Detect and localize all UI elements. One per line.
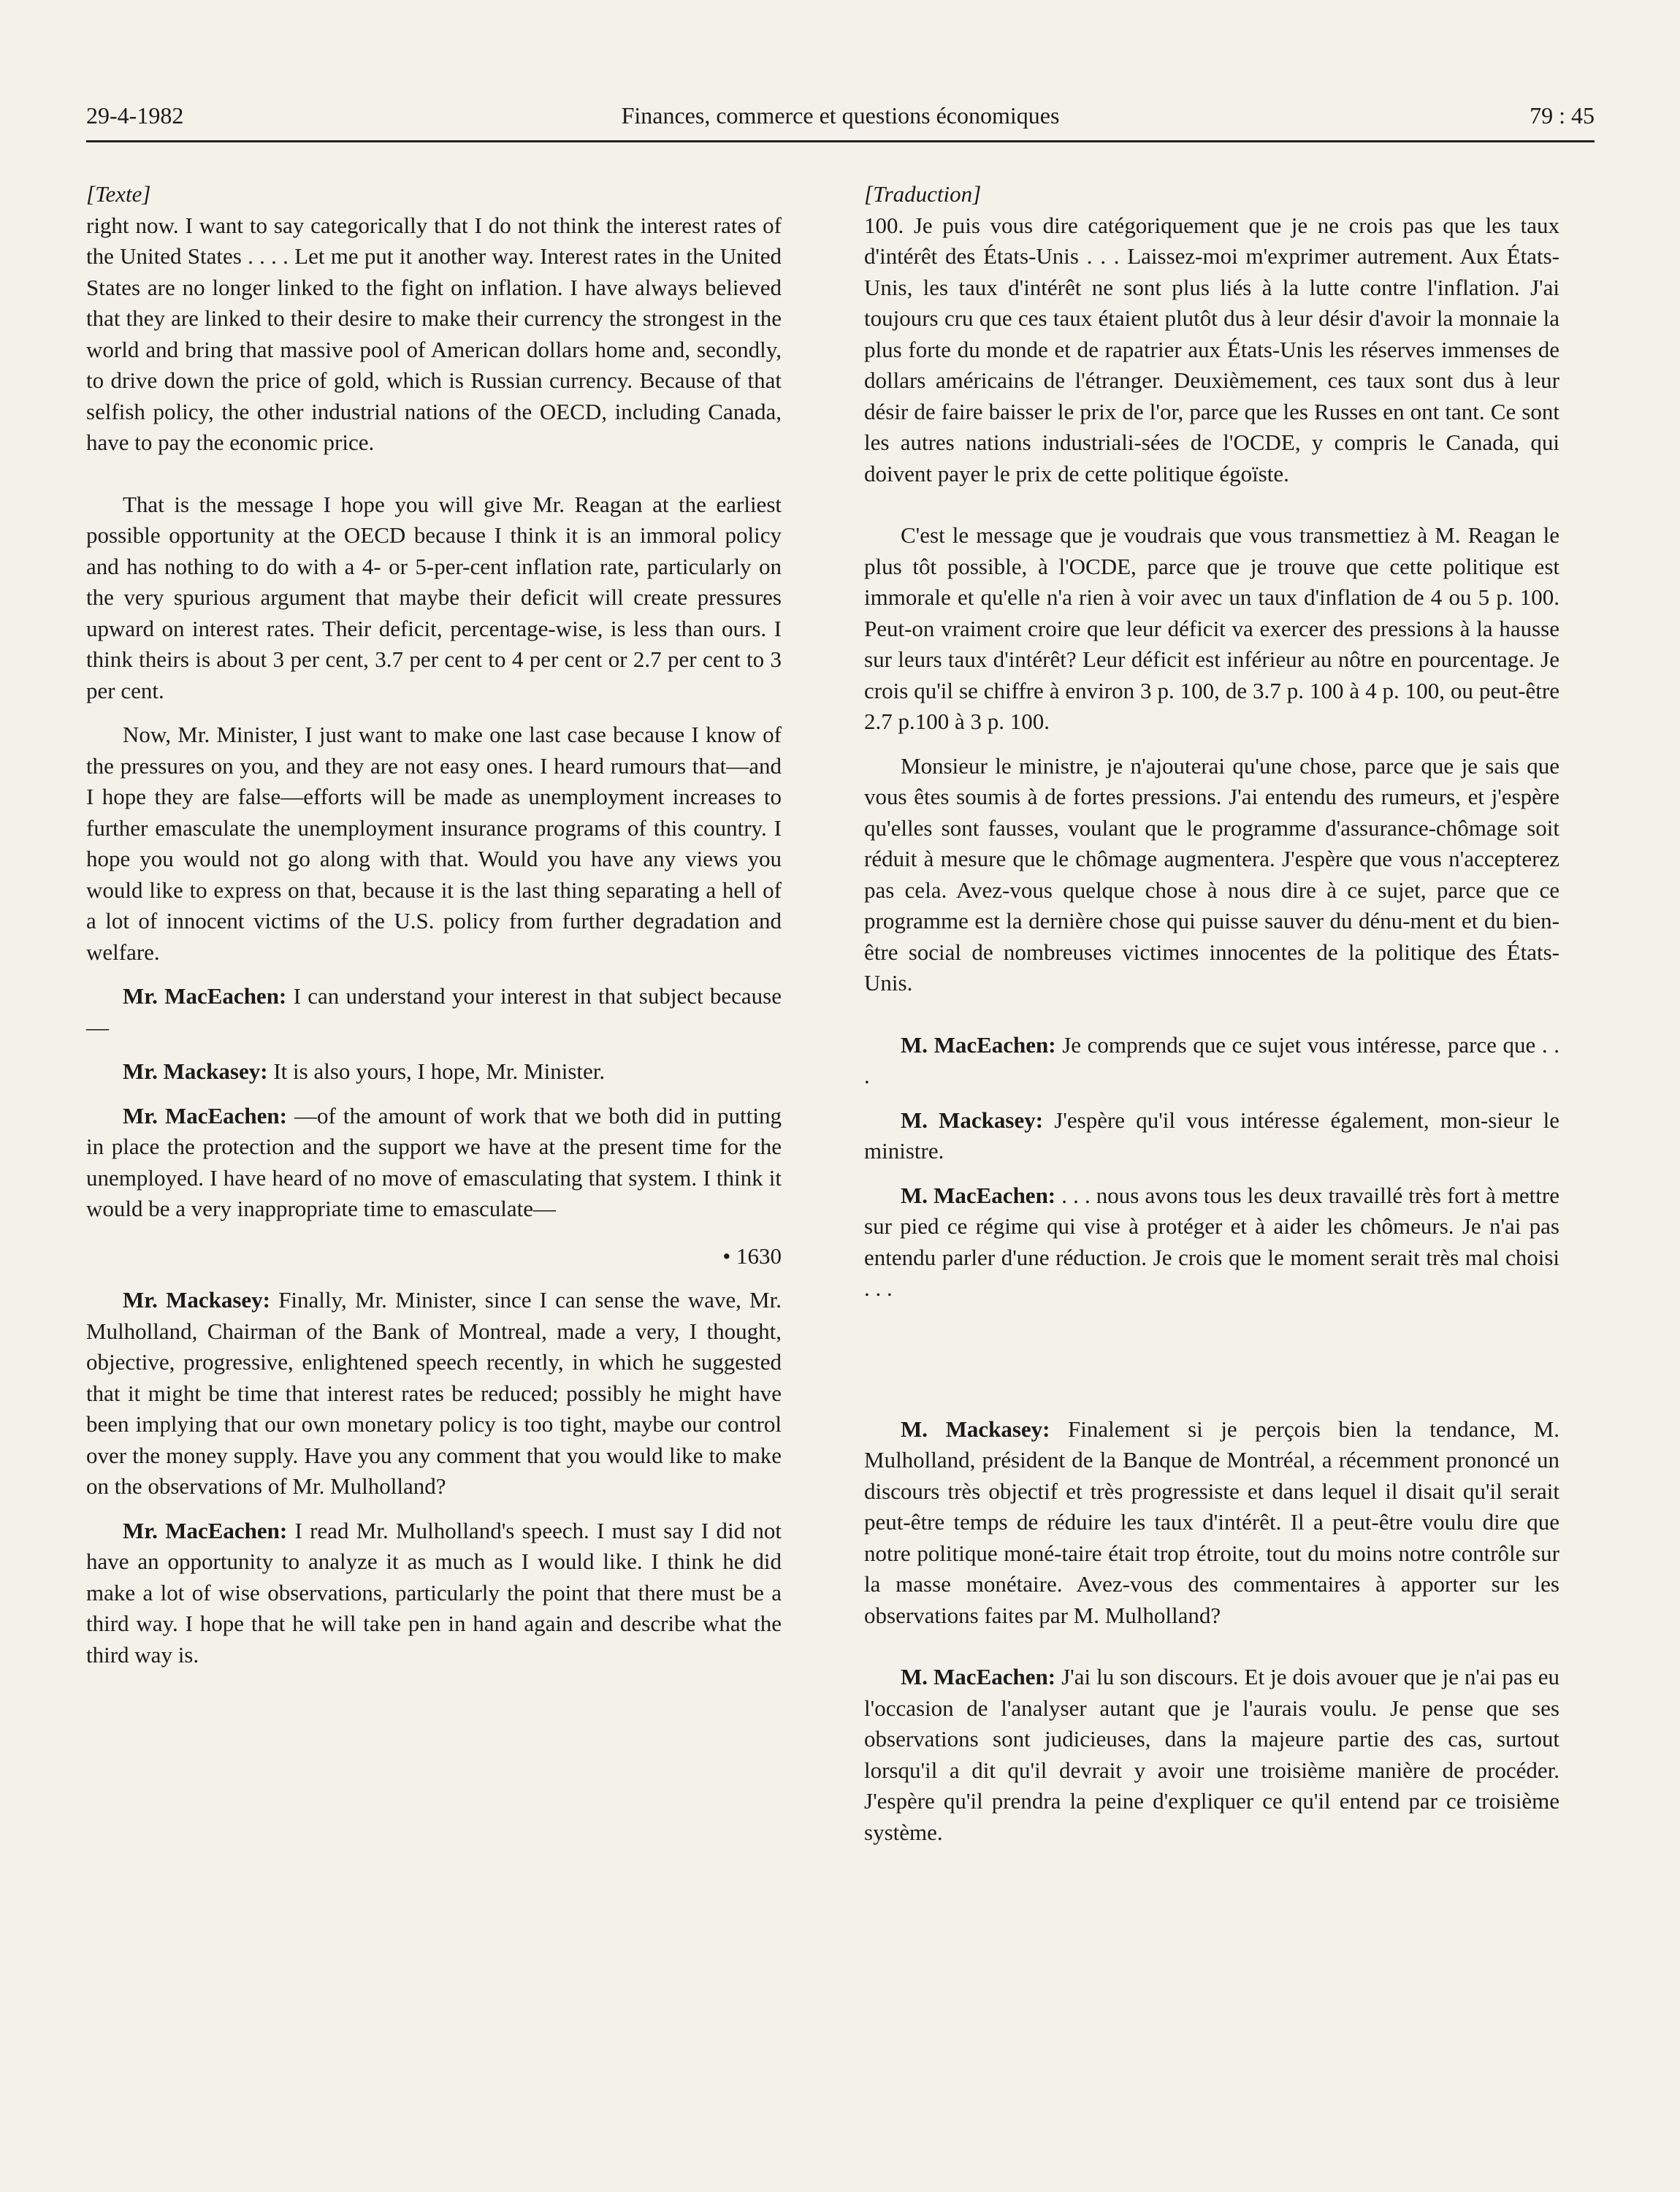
speech-text: —of the amount of work that we both did in putting in place the protection and the support we have at the present time for the unemployed. I have heard of no move of emasculating that system. I think it would be a very inappropriate time to emasculate— <box>86 1102 782 1221</box>
speech-text: I read Mr. Mulholland's speech. I must say I did not have an opportunity to analyze it as much as I would like. I think he did make a lot of wise observations, particularly the point that there must be a third way. I hope that he will take pen in hand again and describe what the third way is. <box>86 1517 782 1668</box>
header-date: 29-4-1982 <box>86 102 184 129</box>
speech <box>86 1101 782 1225</box>
speech <box>86 1056 782 1088</box>
speech-text: J'ai lu son discours. Et je dois avouer que je n'ai pas eu l'occasion de l'analyser autant que je l'aurais voulu. Je pense que ses observations sont judicieuses, dans la majeure partie des cas, surtout lorsqu'il a dit qu'il devrait y avoir une troisième manière de procéder. J'espère qu'il prendra la peine d'expliquer ce qu'il entend par ce troisième système. <box>864 1664 1559 1845</box>
speaker-name: M. Mackasey: <box>901 1107 1044 1133</box>
column-tag: [Texte] <box>86 181 151 207</box>
time-marker: • 1630 <box>722 1242 782 1269</box>
speech <box>864 1105 1559 1167</box>
speech-text: . . . nous avons tous les deux travaillé très fort à mettre sur pied ce régime qui vise à protéger et à aider les chômeurs. Je n'ai pas entendu parler d'une réduction. Je crois que le moment serait très mal choisi . . . <box>864 1182 1559 1301</box>
paragraph: C'est le message que je voudrais que vous transmettiez à M. Reagan le plus tôt possible, à l'OCDE, parce que je trouve que cette politique est immorale et qu'elle n'a rien à voir avec un taux d'inflation de 4 ou 5 p. 100. Peut-on vraiment croire que leur déficit va exercer des pressions à la hausse sur leurs taux d'intérêt? Leur déficit est inférieur au nôtre en pourcentage. Je crois qu'il se chiffre à environ 3 p. 100, de 3.7 p. 100 à 4 p. 100, ou peut-être 2.7 p.100 à 3 p. 100. <box>864 522 1559 734</box>
speech-text: Je comprends que ce sujet vous intéresse, parce que . . . <box>864 1031 1559 1088</box>
speech-text: J'espère qu'il vous intéresse également, mon-sieur le ministre. <box>864 1107 1559 1164</box>
speech <box>86 1516 782 1671</box>
speech-text: I can understand your interest in that subject because— <box>86 983 782 1040</box>
paragraph: 100. Je puis vous dire catégoriquement que je ne crois pas que les taux d'intérêt des États-Unis . . . Laissez-moi m'exprimer autrement. Aux États-Unis, les taux d'intérêt ne sont plus liés à la lutte contre l'inflation. J'ai toujours cru que ces taux étaient plutôt dus à leur désir d'avoir la monnaie la plus forte du monde et de rapatrier aux États-Unis les réserves immenses de dollars américains de l'étranger. Deuxièmement, ces taux sont dus à leur désir de faire baisser le prix de l'or, parce que les Russes en ont tant. Ce sont les autres nations industriali-sées de l'OCDE, y compris le Canada, qui doivent payer le prix de cette politique égoïste. <box>864 212 1559 486</box>
speaker-name: Mr. MacEachen: <box>123 983 287 1009</box>
speech <box>864 1414 1559 1632</box>
speaker-name: Mr. MacEachen: <box>123 1517 288 1543</box>
paragraph: That is the message I hope you will give Mr. Reagan at the earliest possible opportunity at the OECD because I think it is an immoral policy and has nothing to do with a 4- or 5-per-cent inflation rate, particularly on the very spurious argument that maybe their deficit will create pressures upward on interest rates. Their deficit, percentage-wise, is less than ours. I think theirs is about 3 per cent, 3.7 per cent to 4 per cent or 2.7 per cent to 3 per cent. <box>86 491 782 703</box>
speech-text: Finalement si je perçois bien la tendance, M. Mulholland, président de la Banque de Montréal, a récemment prononcé un discours très objectif et très progressiste et dans lequel il disait qu'il serait peut-être temps de réduire les taux d'intérêt. Il a peut-être voulu dire que notre politique moné-taire était trop étroite, tout du moins notre contrôle sur la masse monétaire. Avez-vous des commentaires à apporter sur les observations faites par M. Mulholland? <box>864 1416 1559 1628</box>
speech-text: Finally, Mr. Minister, since I can sense the wave, Mr. Mulholland, Chairman of the Bank of Montreal, made a very, I thought, objective, progressive, enlightened speech recently, in which he suggested that it might be time that interest rates be reduced; possibly he might have been implying that our own monetary policy is too tight, maybe our control over the money supply. Have you any comment that you would like to make on the observations of Mr. Mulholland? <box>86 1287 782 1499</box>
speech-text: It is also yours, I hope, Mr. Minister. <box>267 1058 606 1084</box>
speaker-name: Mr. Mackasey: <box>123 1287 271 1313</box>
page-header <box>86 102 1595 142</box>
speaker-name: M. MacEachen: <box>901 1664 1056 1689</box>
speaker-name: M. MacEachen: <box>901 1182 1056 1208</box>
header-title: Finances, commerce et questions économiques <box>621 102 1060 129</box>
speaker-name: M. MacEachen: <box>901 1031 1056 1058</box>
speech <box>86 1285 782 1502</box>
speech <box>864 1030 1559 1092</box>
english-column <box>86 179 782 1670</box>
speaker-name: M. Mackasey: <box>901 1416 1050 1442</box>
column-tag: [Traduction] <box>864 181 982 207</box>
speaker-name: Mr. MacEachen: <box>123 1102 287 1129</box>
paragraph: Now, Mr. Minister, I just want to make one last case because I know of the pressures on you, and they are not easy ones. I heard rumours that—and I hope they are false—efforts will be made as unemployment increases to further emasculate the unemployment insurance programs of this country. I hope you would not go along with that. Would you have any views you would like to express on that, because it is the last thing separating a hell of a lot of innocent victims of the U.S. policy from further degradation and welfare. <box>86 722 782 965</box>
header-page-number: 79 : 45 <box>1530 102 1595 129</box>
speech <box>86 981 782 1043</box>
speech <box>864 1662 1559 1848</box>
french-column <box>864 179 1559 1848</box>
paragraph: right now. I want to say categorically that I do not think the interest rates of the United States . . . . Let me put it another way. Interest rates in the United States are no longer linked to the fight on inflation. I have always believed that they are linked to their desire to make their currency the strongest in the world and bring that massive pool of American dollars home and, secondly, to drive down the price of gold, which is Russian currency. Because of that selfish policy, the other industrial nations of the OECD, including Canada, have to pay the economic price. <box>86 212 782 455</box>
speech <box>864 1180 1559 1305</box>
speaker-name: Mr. Mackasey: <box>123 1058 268 1084</box>
paragraph: Monsieur le ministre, je n'ajouterai qu'une chose, parce que je sais que vous êtes soumis à de fortes pressions. J'ai entendu des rumeurs, et j'espère qu'elles sont fausses, voulant que le programme d'assurance-chômage soit réduit à mesure que le chômage augmentera. J'espère que vous n'accepterez pas cela. Avez-vous quelque chose à nous dire à ce sujet, parce que ce programme est la dernière chose qui puisse sauver du dénu-ment et du bien-être social de nombreuses victimes innocentes de la politique des États-Unis. <box>864 752 1559 996</box>
